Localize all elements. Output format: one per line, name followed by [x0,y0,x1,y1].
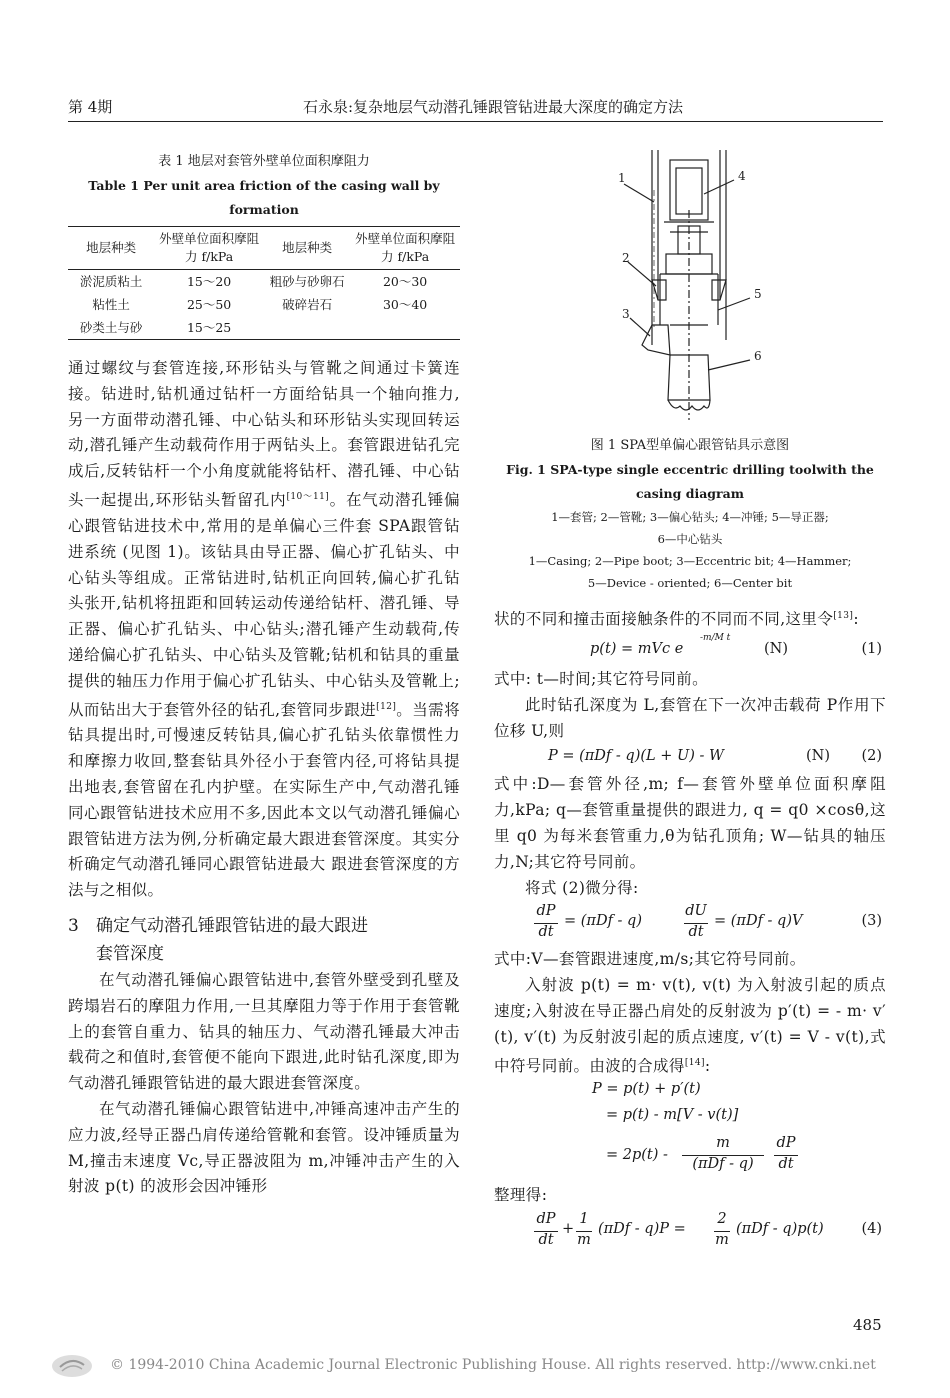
frac-den: m [577,1232,591,1249]
body-paragraph: 整理得: [494,1186,548,1205]
figure-label: 2 [622,251,630,265]
eq-body: = (πDf - q) [564,913,642,930]
body-paragraph: 将式 (2)微分得: [525,878,639,897]
table-cell: 20～30 [382,274,428,289]
section-title-line2: 套管深度 [96,944,164,965]
text-run: 入射波 p(t) = m· v(t), v(t) 为入射波引起的质点速度;入射波在导正器凸肩处的反射波为 p′(t) = - m· v′(t), v′(t) 为反射波引起的质点速度, v′(t) = V - v(t),式中符号同前。由波的合成得 [494,976,886,1075]
eq-op: + [562,1221,575,1238]
eq-body: p(t) = mVc e [590,640,684,657]
frac-num: m [716,1135,730,1152]
drilling-tool-diagram [494,150,886,430]
section-number: 3 [68,916,79,937]
body-paragraph: 在气动潜孔锤偏心跟管钻进中,冲锤高速冲击产生的应力波,经导正器凸肩传递给管靴和套管。设冲锤质量为 M,撞击末速度 Vc,导正器波阻为 m,冲锤冲击产生的入射波 p(t) 的波形会因冲锤形 [68,1100,460,1196]
body-paragraph [494,973,886,1079]
table-cell: 破碎岩石 [282,297,333,312]
table-cell [350,316,460,340]
body-paragraph [68,356,460,904]
frac-num: 2 [717,1211,727,1228]
frac-den: m [715,1232,729,1249]
eq-number: (4) [861,1221,882,1238]
figure-label: 1 [618,171,626,185]
equation-1 [494,633,886,667]
section-title-line1: 确定气动潜孔锤跟管钻进的最大跟进 [96,916,368,937]
frac-den: dt [684,923,708,940]
running-title: 石永泉:复杂地层气动潜孔锤跟管钻进最大深度的确定方法 [303,98,684,116]
citation: [13] [833,611,854,621]
eq-unit: (N) [806,748,831,765]
equation-3 [494,901,886,947]
table-cell: 25～50 [186,297,232,312]
table-cell: 15～25 [154,316,264,340]
eq-body: (πDf - q)p(t) [736,1221,824,1238]
table-row [68,293,460,316]
eq-line: P = p(t) + p′(t) [592,1081,701,1098]
figure-label: 5 [754,287,762,301]
table-header-cell: 地层种类 [68,227,154,270]
page-number: 485 [853,1316,882,1334]
figure-label: 6 [754,349,762,363]
figure-1 [494,150,886,430]
eq-body: (πDf - q)P = [598,1221,686,1238]
frac-den: dt [534,923,558,940]
citation: [12] [376,701,397,712]
body-paragraph: 式中: t—时间;其它符号同前。 [494,669,709,688]
figure-legend-cn-2: 6—中心钻头 [657,532,723,546]
table-cell: 粗砂与砂卵石 [269,274,345,289]
text-run: 通过螺纹与套管连接,环形钻头与管靴之间通过卡簧连接。钻进时,钻机通过钻杆一方面给钻具一个轴向推力,另一方面带动潜孔锤、中心钻头和环形钻头实现回转运动,潜孔锤产生动载荷作用于两钻头上。套管跟进钻孔完成后,反转钻杆一个小角度就能将钻杆、潜孔锤、中心钻头一起提出,环形钻头暂留孔内 [68,359,460,510]
right-column [494,150,886,1255]
frac-num: dU [685,903,707,920]
table-cell: 15～20 [186,274,232,289]
eq-number: (3) [861,913,882,930]
figure-label: 4 [738,169,746,183]
table-row [68,316,460,340]
table-cell: 30～40 [382,297,428,312]
copyright-text: © 1994-2010 China Academic Journal Electronic Publishing House. All rights reserved. http://www.cnki.net [110,1357,876,1373]
figure-legend-en-2: 5—Device - oriented; 6—Center bit [587,576,793,590]
citation: [14] [684,1057,705,1068]
frac-den: (πDf - q) [682,1155,764,1172]
frac-den: dt [534,1231,558,1248]
table-cell: 砂类土与砂 [68,316,154,340]
eccentric-bit [642,325,670,355]
text-run: : [704,1056,711,1075]
body-paragraph [494,604,886,633]
frac-num: dP [536,1211,556,1228]
body-paragraph: 式中:D—套管外径,m; f—套管外壁单位面积摩阻力,kPa; q—套管重量提供的跟进力, q = q0 ×cosθ,这里 q0 为每米套管重力,θ为钻孔顶角; W—钻具的轴压力,N;其它符号同前。 [494,775,886,871]
table-header-cell: 地层种类 [264,227,350,270]
frac-num: dP [776,1135,796,1152]
text-run: : [853,610,859,629]
issue-number: 第 4期 [68,98,113,116]
eq-body: P = (πDf - q)(L + U) - W [548,748,724,765]
frac-num: dP [536,903,556,920]
table-cell: 粘性土 [92,297,130,312]
figure-label: 3 [622,307,630,321]
table-caption-cn: 表 1 地层对套管外壁单位面积摩阻力 [158,154,370,169]
figure-caption-cn: 图 1 SPA型单偏心跟管钻具示意图 [590,438,790,453]
eq-line: = 2p(t) - [606,1147,668,1164]
friction-table [68,226,460,340]
equation-wave-composition [494,1079,886,1183]
citation: [10～11] [286,491,330,502]
equation-4 [494,1209,886,1255]
figure-legend-en-1: 1—Casing; 2—Pipe boot; 3—Eccentric bit; 4—Hammer; [528,554,852,568]
table-header-cell: 外壁单位面积摩阻力 f/kPa [154,227,264,270]
table-cell: 淤泥质粘土 [79,274,143,289]
text-run: 状的不同和撞击面接触条件的不同而不同,这里令 [494,610,834,629]
table-cell [264,316,350,340]
table-caption-en: Table 1 Per unit area friction of the casing wall by formation [88,178,440,217]
eq-line: = p(t) - m[V - v(t)] [606,1107,739,1124]
eq-exponent: -m/M t [700,632,731,643]
eq-body: = (πDf - q)V [714,913,803,930]
eq-number: (2) [861,748,882,765]
table-header-cell: 外壁单位面积摩阻力 f/kPa [350,227,460,270]
running-header [68,96,883,120]
copyright-footer [50,1352,890,1382]
cnki-logo-icon [50,1352,94,1380]
table-header-row [68,227,460,270]
text-run: 。当需将钻具提出时,可慢速反转钻具,偏心扩孔钻头依靠惯性力和摩擦力收回,整套钻具外径小于套管内径,可将钻具提出地表,套管留在孔内护壁。在实际生产中,气动潜孔锤同心跟管钻进技术应用不多,因此本文以气动潜孔锤偏心跟管钻进方法为例,分析确定最大跟进套管深度。其实分析确定气动潜孔锤同心跟管钻进最大 跟进套管深度的方法与之相似。 [68,700,460,900]
body-paragraph: 式中:V—套管跟进速度,m/s;其它符号同前。 [494,950,806,969]
table-row [68,270,460,294]
body-paragraph: 此时钻孔深度为 L,套管在下一次冲击载荷 P作用下位移 U,则 [494,695,886,740]
text-run: 。在气动潜孔锤偏心跟管钻进技术中,常用的是单偏心三件套 SPA跟管钻进系统 (见图 1)。该钻具由导正器、偏心扩孔钻头、中心钻头等组成。正常钻进时,钻机正向回转,偏心扩孔钻头张开,钻机将扭距和回转运动传递给钻杆、潜孔锤、导正器、偏心扩孔钻头、中心钻头;潜孔锤产生动载荷,传递给偏心扩孔钻头、中心钻头及管靴;钻机和钻具的重量提供的轴压力作用于偏心扩孔钻头、中心钻头及管靴上;从而钻出大于套管外径的钻孔,套管同步跟进 [68,491,461,719]
eq-number: (1) [861,640,882,657]
left-column [68,150,460,1200]
body-paragraph: 在气动潜孔锤偏心跟管钻进中,套管外壁受到孔壁及跨塌岩石的摩阻力作用,一旦其摩阻力等于作用于套管靴上的套管自重力、钻具的轴压力、气动潜孔锤最大冲击载荷之和值时,套管便不能向下跟进,此时钻孔深度,即为气动潜孔锤跟管钻进的最大跟进套管深度。 [68,971,460,1093]
frac-den: dt [774,1155,798,1172]
figure-legend-cn-1: 1—套管; 2—管靴; 3—偏心钻头; 4—冲锤; 5—导正器; [551,510,829,524]
figure-caption-en: Fig. 1 SPA-type single eccentric drilling toolwith the casing diagram [506,462,874,501]
eq-unit: (N) [764,640,789,657]
header-rule [68,121,883,122]
frac-num: 1 [579,1211,589,1228]
section-heading [68,912,460,968]
equation-2 [494,744,886,772]
